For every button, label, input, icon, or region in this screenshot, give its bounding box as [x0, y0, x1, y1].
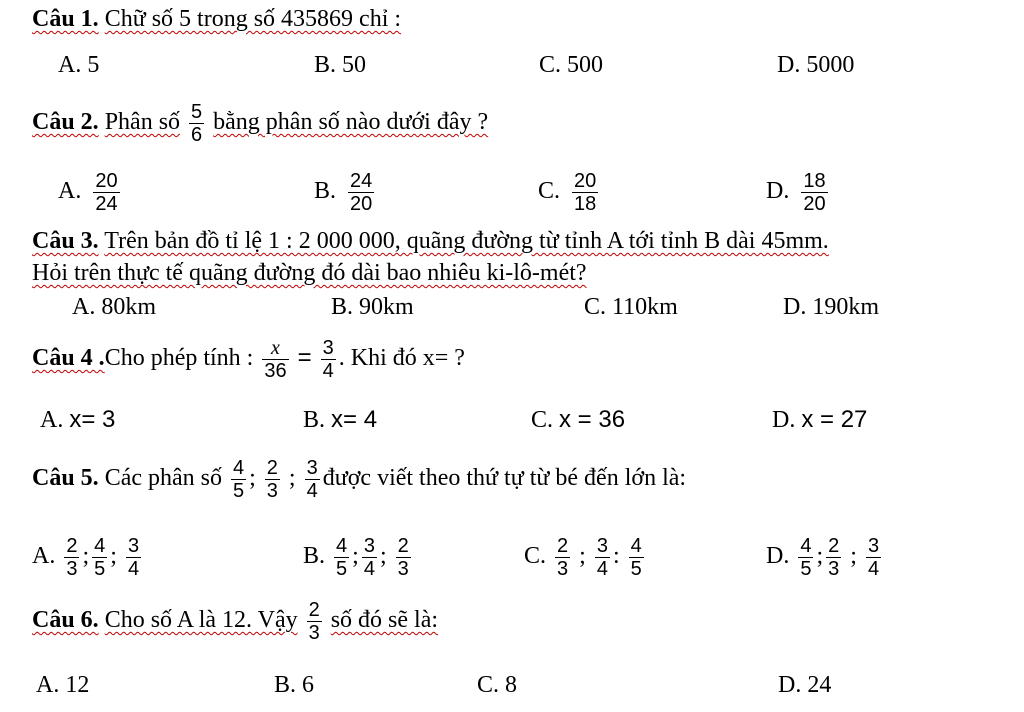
q3-option-d[interactable]: D. 190km	[783, 294, 879, 320]
question-4	[32, 332, 465, 384]
question-4-text-before: Cho phép tính :	[104, 345, 254, 371]
question-5-text-before: Các phân số	[104, 465, 222, 491]
question-1-text: Chữ số 5 trong số 435869 chỉ :	[104, 6, 402, 32]
question-6-text-before: Cho số A là 12. Vậy	[104, 607, 298, 633]
q3-option-a[interactable]: A. 80km	[72, 294, 156, 320]
q3-option-b[interactable]: B. 90km	[331, 294, 414, 320]
q2-option-c[interactable]: C. $\frac{20}{18}$	[538, 169, 597, 215]
q5-option-d[interactable]: D. $\frac{4}{5}$ ; $\frac{2}{3}$ ; $\frac{3}{4}$	[766, 534, 880, 580]
question-3	[32, 226, 829, 256]
q1-option-a[interactable]: A. 5	[58, 52, 100, 78]
question-4-label: Câu 4 .	[32, 345, 105, 371]
q5-option-b[interactable]: B. $\frac{4}{5}$ ; $\frac{3}{4}$ ; $\frac{2}{3}$	[303, 534, 409, 580]
question-1-label: Câu 1.	[32, 6, 99, 32]
q4-option-c[interactable]: C. x = 36	[531, 406, 626, 433]
q4-option-b[interactable]: B. x= 4	[303, 406, 378, 433]
q2-option-b[interactable]: B. $\frac{24}{20}$	[314, 169, 373, 215]
q1-option-c[interactable]: C. 500	[539, 52, 604, 78]
q6-option-d[interactable]: D. 24	[778, 672, 832, 698]
question-2-text-after: bằng phân số nào dưới đây ?	[213, 109, 489, 135]
question-5-text-after: được viết theo thứ tự từ bé đến lớn là:	[322, 465, 687, 491]
question-4-text-after: . Khi đó x= ?	[338, 345, 465, 371]
question-2-label: Câu 2.	[32, 109, 99, 135]
question-6-fraction: $\frac{2}{3}$	[308, 598, 320, 644]
q6-option-a[interactable]: A. 12	[36, 672, 90, 698]
q5-option-a[interactable]: A. $\frac{2}{3}$ ; $\frac{4}{5}$ ; $\frac{3}{4}$	[32, 534, 140, 580]
question-5-fraction-3: $\frac{3}{4}$	[306, 456, 318, 502]
question-3-label: Câu 3.	[32, 228, 99, 254]
q2-option-d[interactable]: D. $\frac{18}{20}$	[766, 169, 826, 215]
question-4-fraction-2: $\frac{3}{4}$	[322, 336, 334, 382]
question-6	[32, 594, 438, 646]
question-4-equals: =	[297, 344, 312, 371]
q6-option-c[interactable]: C. 8	[477, 672, 518, 698]
q3-option-c[interactable]: C. 110km	[584, 294, 678, 320]
question-5-fraction-2: $\frac{2}{3}$	[266, 456, 278, 502]
question-5: Câu 5. Các phân số $\frac{4}{5}$ ; $\frac{2}{3}$ ; $\frac{3}{4}$ được viết theo thứ tự từ bé đến lớn là:	[32, 456, 687, 502]
q2-option-a[interactable]: A. $\frac{20}{24}$	[58, 169, 118, 215]
question-5-fraction-1: $\frac{4}{5}$	[233, 456, 245, 502]
q6-option-b[interactable]: B. 6	[274, 672, 315, 698]
question-2-text-before: Phân số	[104, 109, 181, 135]
q4-option-d[interactable]: D. x = 27	[772, 406, 868, 433]
question-2-fraction: $\frac{5}{6}$	[191, 100, 203, 146]
question-3-line-2: Hỏi trên thực tế quãng đường đó dài bao nhiêu ki-lô-mét?	[32, 260, 587, 286]
question-1	[32, 4, 401, 34]
question-3-line-1: Trên bản đồ tỉ lệ 1 : 2 000 000, quãng đường từ tỉnh A tới tỉnh B dài 45mm.	[104, 228, 829, 254]
q5-option-c[interactable]: C. $\frac{2}{3}$ ; $\frac{3}{4}$ : $\frac{4}{5}$	[524, 534, 642, 580]
question-4-fraction-1: $\frac{x}{36}$	[264, 336, 287, 382]
q4-option-a[interactable]: A. x= 3	[40, 406, 116, 433]
question-2	[32, 96, 488, 148]
question-6-label: Câu 6.	[32, 607, 99, 633]
q1-option-b[interactable]: B. 50	[314, 52, 367, 78]
question-6-text-after: số đó sẽ là:	[330, 607, 439, 633]
question-5-label: Câu 5.	[32, 465, 99, 491]
q1-option-d[interactable]: D. 5000	[777, 52, 855, 78]
